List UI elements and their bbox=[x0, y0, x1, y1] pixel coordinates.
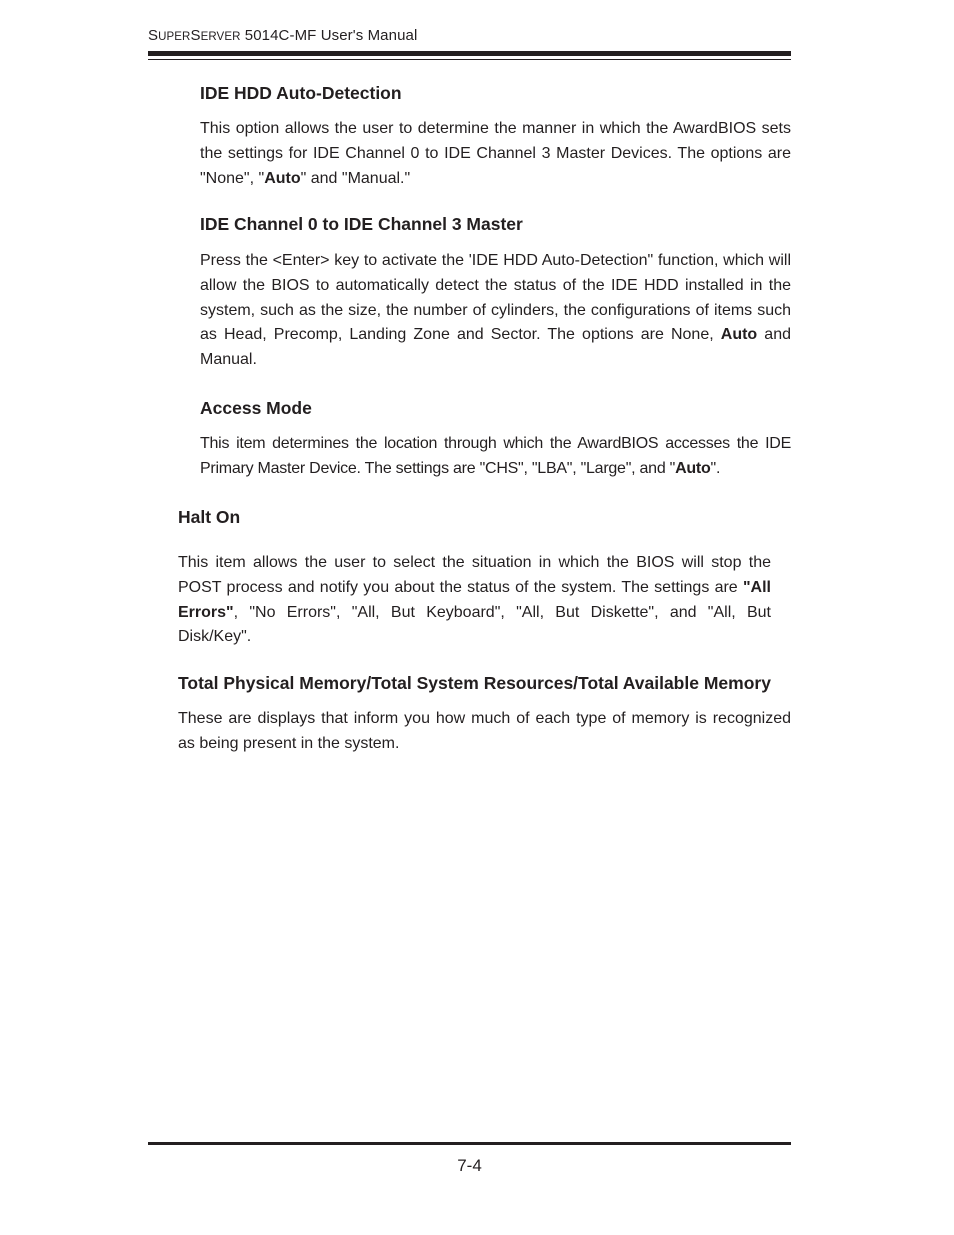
bold-option: Auto bbox=[720, 326, 758, 344]
section-paragraph bbox=[178, 551, 771, 650]
header-rule-thick bbox=[148, 51, 791, 56]
section-paragraph bbox=[200, 432, 791, 482]
header-rule-thin bbox=[148, 59, 791, 60]
section-paragraph: These are displays that inform you how much of each type of memory is recognized as being present in the system. bbox=[178, 710, 791, 752]
bold-option: "All Errors" bbox=[178, 578, 771, 621]
header-smallcaps: ERVER bbox=[200, 31, 241, 43]
section-paragraph bbox=[200, 117, 791, 191]
section-heading: IDE Channel 0 to IDE Channel 3 Master bbox=[200, 214, 523, 234]
header-title-rest: 5014C-MF User's Manual bbox=[240, 27, 418, 44]
section-heading: Access Mode bbox=[200, 398, 312, 418]
header-initial: S bbox=[190, 27, 201, 44]
paragraph-text: ". bbox=[710, 459, 721, 477]
header-initial: S bbox=[148, 27, 159, 44]
paragraph-text: This item allows the user to select the situation in which the BIOS will stop the POST process and notify you about the status of the system. The settings are bbox=[178, 554, 771, 596]
paragraph-text: and Manual. bbox=[200, 326, 791, 369]
bold-option: Auto bbox=[675, 459, 711, 477]
section-total-memory bbox=[178, 671, 791, 757]
header-smallcaps: UPER bbox=[158, 31, 191, 43]
paragraph-text: This item determines the location through which the AwardBIOS accesses the IDE Primary Master Device. The settings are "CHS", "LBA", "Large", and " bbox=[200, 435, 791, 477]
section-heading: Halt On bbox=[178, 507, 241, 527]
section-ide-hdd-auto-detection bbox=[200, 81, 791, 191]
section-ide-channel-master bbox=[200, 212, 791, 373]
page-number: 7-4 bbox=[457, 1156, 482, 1175]
footer-rule bbox=[148, 1142, 791, 1145]
paragraph-text: " and "Manual." bbox=[300, 169, 411, 187]
section-paragraph bbox=[200, 249, 791, 373]
paragraph-text: Press the <Enter> key to activate the 'IDE HDD Auto-Detection" function, which will allow the BIOS to automatically detect the status of the IDE HDD installed in the system, such as the size, the number of cylinders, the configurations of items such as Head, Precomp, Landing Zone and Sector. The options are None, bbox=[200, 252, 791, 344]
paragraph-text: , "No Errors", "All, But Keyboard", "All, But Diskette", and "All, But Disk/Key". bbox=[178, 603, 771, 646]
section-heading: Total Physical Memory/Total System Resources/Total Available Memory bbox=[178, 673, 771, 693]
bold-option: Auto bbox=[264, 169, 301, 187]
running-header bbox=[148, 27, 417, 44]
section-access-mode bbox=[200, 396, 791, 482]
section-heading: IDE HDD Auto-Detection bbox=[200, 83, 402, 103]
paragraph-text: This option allows the user to determine the manner in which the AwardBIOS sets the settings for IDE Channel 0 to IDE Channel 3 Master Devices. The options are "None", " bbox=[200, 120, 791, 187]
section-halt-on bbox=[178, 505, 771, 650]
